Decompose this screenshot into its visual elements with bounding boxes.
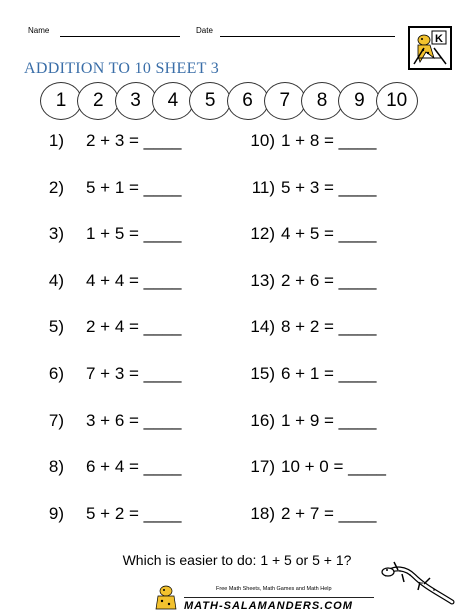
problem-number: 12) bbox=[250, 224, 275, 244]
problem-number: 4) bbox=[48, 270, 64, 290]
problem-number: 3) bbox=[48, 224, 64, 244]
problem-expression: 1 + 8 = ____ bbox=[281, 131, 377, 150]
problem-number: 13) bbox=[250, 270, 275, 290]
problem-expression: 6 + 4 = ____ bbox=[86, 457, 182, 477]
number-bubble: 7 bbox=[264, 82, 306, 120]
problem-expression: 2 + 4 = ____ bbox=[86, 317, 182, 337]
name-label: Name bbox=[28, 26, 50, 35]
problem-expression: 8 + 2 = ____ bbox=[281, 317, 377, 337]
problem-number: 2) bbox=[48, 177, 64, 197]
problem-number: 16) bbox=[250, 410, 275, 430]
problem-expression: 6 + 1 = ____ bbox=[281, 364, 377, 383]
number-bubble: 8 bbox=[301, 82, 343, 120]
problem-number: 9) bbox=[48, 503, 64, 523]
date-line bbox=[220, 36, 395, 37]
footer-brand: MATH-SALAMANDERS.COM bbox=[184, 600, 353, 612]
problem-expression: 10 + 0 = ____ bbox=[281, 457, 386, 477]
problem-number: 10) bbox=[250, 131, 275, 150]
problem-expression: 5 + 3 = ____ bbox=[281, 177, 377, 197]
worksheet-title: ADDITION TO 10 SHEET 3 bbox=[24, 60, 220, 77]
problem-expression: 2 + 3 = ____ bbox=[86, 131, 182, 150]
problem-number: 8) bbox=[48, 457, 64, 477]
problem-number: 14) bbox=[250, 317, 275, 337]
problem-number: 6) bbox=[48, 364, 64, 383]
footer-divider bbox=[184, 597, 374, 598]
problem-number: 15) bbox=[250, 364, 275, 383]
problem-expression: 5 + 1 = ____ bbox=[86, 177, 182, 197]
problem-number: 17) bbox=[250, 457, 275, 477]
salamander-logo-icon bbox=[410, 28, 450, 68]
problem-expression: 2 + 7 = ____ bbox=[281, 503, 377, 523]
kindergarten-logo bbox=[408, 26, 452, 70]
problem-expression: 2 + 6 = ____ bbox=[281, 270, 377, 290]
number-bubble: 9 bbox=[338, 82, 380, 120]
problem-number: 11) bbox=[251, 177, 275, 197]
problem-expression: 4 + 4 = ____ bbox=[86, 270, 182, 290]
problem-expression: 1 + 9 = ____ bbox=[281, 410, 377, 430]
problem-number: 18) bbox=[250, 503, 275, 523]
challenge-question: Which is easier to do: 1 + 5 or 5 + 1? bbox=[122, 552, 352, 568]
number-bubble: 1 bbox=[40, 82, 82, 120]
problem-number: 5) bbox=[48, 317, 64, 337]
name-line bbox=[60, 36, 180, 37]
number-line bbox=[40, 82, 425, 120]
logo-letter: K bbox=[435, 33, 443, 45]
problem-number: 1) bbox=[48, 131, 64, 150]
footer-tagline: Free Math Sheets, Math Games and Math Help bbox=[216, 586, 332, 592]
problem-expression: 4 + 5 = ____ bbox=[281, 224, 377, 244]
number-bubble: 6 bbox=[227, 82, 269, 120]
number-bubble: 4 bbox=[152, 82, 194, 120]
problem-expression: 1 + 5 = ____ bbox=[86, 224, 182, 244]
footer-mascot-icon bbox=[150, 583, 182, 611]
salamander-icon bbox=[380, 556, 456, 606]
problem-expression: 3 + 6 = ____ bbox=[86, 410, 182, 430]
date-label: Date bbox=[196, 26, 213, 35]
problem-expression: 7 + 3 = ____ bbox=[86, 364, 182, 383]
number-bubble: 2 bbox=[77, 82, 119, 120]
problem-expression: 5 + 2 = ____ bbox=[86, 503, 182, 523]
number-bubble: 5 bbox=[189, 82, 231, 120]
number-bubble: 3 bbox=[115, 82, 157, 120]
number-bubble: 10 bbox=[376, 82, 418, 120]
problem-number: 7) bbox=[48, 410, 64, 430]
